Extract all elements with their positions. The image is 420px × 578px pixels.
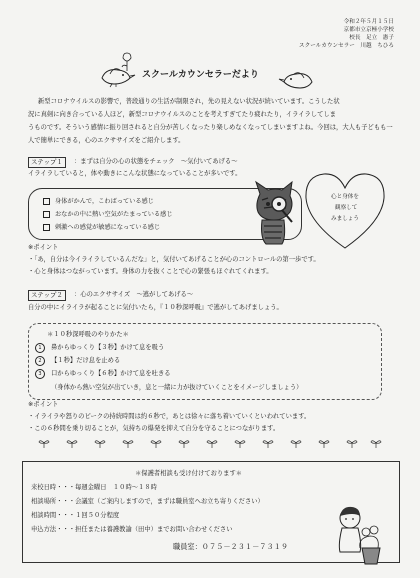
sprout-divider-icon — [38, 437, 382, 449]
info-row-schedule — [31, 482, 157, 491]
checklist-text: 身体がかんで，こわばっている感じ — [55, 198, 154, 205]
heart-text-3: みましょう — [331, 216, 359, 222]
info-row-location — [31, 496, 264, 505]
checklist-item — [43, 209, 173, 218]
point1-line-1: ・「あ，自分は今イライラしているんだな」と，気付いてあげることが心のコントロールの第一歩です。 — [28, 256, 320, 263]
step1-heading: ：まずは自分の心の状態をチェック ～気付いてあげる～ — [74, 158, 238, 165]
info-label: 相談場所 — [31, 498, 57, 505]
tulip-icon — [120, 52, 134, 72]
school-name: 京都市立京極小学校 — [343, 27, 394, 34]
info-value: ・・・担任または養護教諭（田中）までお問い合わせください — [56, 526, 233, 533]
info-row-application — [31, 524, 233, 533]
girl-flowerpot-icon — [330, 500, 386, 570]
intro-line-4: 人で簡単にできる，心のエクササイズをご紹介します。 — [28, 137, 185, 144]
step-number: 3 — [35, 369, 45, 379]
consultation-title: ＊保護者相談も受け付けております＊ — [135, 470, 243, 477]
checkbox[interactable] — [43, 198, 50, 205]
intro-line-2: 況に真剣に向き合っている人ほど，新型コロナウイルスのことを考えすぎてたり疲れたり，イライラしてしま — [28, 111, 336, 118]
info-row-duration — [31, 510, 119, 519]
bird-right-icon — [278, 64, 318, 92]
info-label: 申込方法 — [31, 526, 57, 533]
step2-heading: ：心のエクササイズ ～逃がしてあげる～ — [74, 291, 194, 298]
step1-label: ステップ１ — [28, 157, 66, 168]
phone-row — [173, 542, 288, 552]
step-number: 2 — [35, 356, 45, 366]
point2-line-2: ・この６秒間を乗り切ることが，気持ちの爆発を抑えて自分を守ることにつながります。 — [28, 425, 280, 432]
header — [299, 18, 394, 50]
intro-line-3: うものです。そういう感情に振り回されると自分が苦しくなったり楽しめなくなってしまいますよね。今回は，大人も子どもも一 — [28, 124, 393, 131]
phone-number[interactable]: ０７５－２３１－７３１９ — [201, 542, 289, 551]
point2-heading: ※ポイント — [28, 401, 59, 408]
checkbox[interactable] — [43, 211, 50, 218]
cat-magnifier-icon — [246, 180, 298, 246]
principal: 校長 足立 憲子 — [349, 35, 394, 42]
breathing-step — [35, 342, 164, 353]
point1-heading: ※ポイント — [28, 244, 59, 251]
phone-label: 職員室： — [173, 542, 202, 551]
point2-line-1: ・イライラや怒りのピークの持続時間は約６秒で，あとは徐々に落ち着いていくといわれています。 — [28, 413, 311, 420]
breathing-step — [35, 355, 120, 366]
breathing-step-text: 【１秒】だけ息を止める — [51, 357, 121, 364]
point1-line-2: ・心と身体はつながっています。身体の力を抜くことで心の緊張もほぐれてくれます。 — [28, 268, 273, 275]
date: 令和２年５月１５日 — [343, 19, 394, 25]
heart-text-1: 心と身体を — [331, 194, 359, 200]
breathing-title: ＊１０秒深呼吸のやりかた＊ — [47, 331, 129, 338]
info-value: ・・・会議室（ご案内しますので，まずは職員室へお立ち寄りください） — [56, 498, 264, 505]
breathing-box — [28, 323, 382, 400]
info-label: 相談時間 — [31, 512, 57, 519]
checkbox[interactable] — [43, 224, 50, 231]
intro-line-1: 新型コロナウイルスの影響で，普段通りの生活が制限され，先の見えない状況が続いています。こうした状 — [38, 98, 340, 105]
checklist-text: おなかの中に熱い空気がたまっている感じ — [55, 211, 173, 218]
step2-subtext: 自分の中にイライラが起ることに気付いたら，『１０秒深呼吸』で逃がしてあげましょう。 — [28, 304, 283, 311]
info-label: 来校日時 — [31, 484, 57, 491]
newsletter-title: スクールカウンセラーだより — [142, 70, 259, 80]
info-value: ・・・毎週金曜日 １０時～１８時 — [56, 484, 157, 491]
counselor: スクールカウンセラー 川越 ちひろ — [299, 43, 394, 50]
info-value: ・・・１回５０分程度 — [56, 512, 120, 519]
checklist-text: 刺激への感覚が敏感になっている感じ — [55, 224, 161, 231]
breathing-step-text: 鼻からゆっくり【３秒】かけて息を吸う — [51, 344, 165, 351]
breathing-step-text: 口からゆっくり【６秒】かけて息を吐きる — [51, 370, 171, 377]
breathing-step — [35, 368, 171, 379]
step-number: 1 — [35, 343, 45, 353]
step1-subtext: イライラしていると，体や動きにこんな状態になっていることが多いです。 — [28, 170, 242, 177]
checklist-item — [43, 196, 154, 205]
step2-label: ステップ２ — [28, 290, 66, 301]
checklist-item — [43, 222, 160, 231]
breathing-note: （身体から熱い空気が出ていき，息と一緒に力が抜けていくことをイメージしましょう） — [51, 384, 303, 391]
heart-text-2: 観察して — [335, 205, 358, 211]
